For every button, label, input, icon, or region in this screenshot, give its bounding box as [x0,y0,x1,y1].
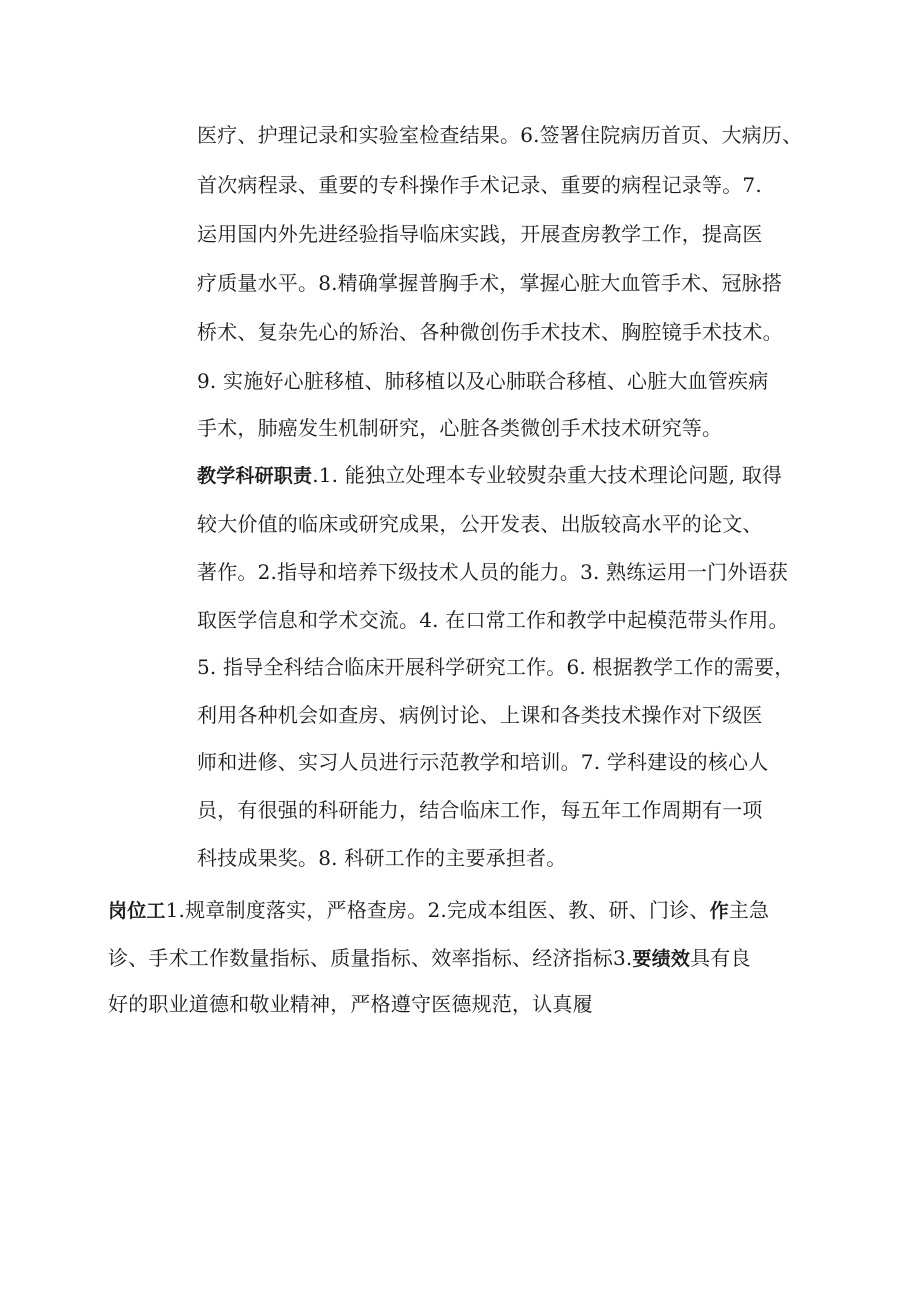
text-line: 医疗、护理记录和实验室检查结果。6.签署住院病历首页、大病历、 [197,123,803,147]
text-run: .1. 能独立处理本专业较熨杂重大技术理论问题, 取得 [312,463,783,487]
text-line: 桥术、复杂先心的矫治、各种微创伤手术技术、胸腔镜手术技术。 [197,320,783,344]
section-heading-part: 作 [709,900,729,922]
text-line: 疗质量水平。8.精确掌握普胸手术，掌握心脏大血管手术、冠脉搭 [197,271,783,295]
text-line: 员，有很强的科研能力，结合临床工作，每五年工作周期有一项 [197,798,763,822]
text-line: 5. 指导全科结合临床开展科学研究工作。6. 根据教学工作的需要， [197,655,795,679]
text-line [108,943,751,973]
text-run: 1.规章制度落实，严格查房。2.完成本组医、教、研、门诊、 [165,898,710,922]
text-line: 利用各种机会如查房、病例讨论、上课和各类技术操作对下级医 [197,703,763,727]
text-line [108,895,769,925]
text-line: 9. 实施好心脏移植、肺移植以及心肺联合移植、心脏大血管疾病 [197,369,769,393]
text-line: 好的职业道德和敬业精神，严格遵守医德规范，认真履 [108,992,593,1016]
text-line: 著作。2.指导和培养下级技术人员的能力。3. 熟练运用一门外语获 [197,560,788,584]
text-line: 科技成果奖。8. 科研工作的主要承担者。 [197,846,567,870]
text-line: 较大价值的临床或研究成果，公开发表、出版较高水平的论文、 [197,512,763,536]
text-run: 诊、手术工作数量指标、质量指标、效率指标、经济指标3. [108,946,633,970]
text-line [197,460,782,490]
text-line: 运用国内外先进经验指导临床实践，开展查房教学工作，提高医 [197,222,763,246]
text-line: 首次病程录、重要的专科操作手术记录、重要的病程记录等。7. [197,173,762,197]
section-heading-part: 岗位工 [108,900,166,922]
text-run: 主急 [728,898,770,922]
section-heading-part: 要绩效 [632,948,691,970]
section-heading: 教学科研职责 [197,465,313,487]
text-line: 手术，肺癌发生机制研究，心脏各类微创手术技术研究等。 [197,416,723,440]
text-run: 具有良 [690,946,751,970]
text-line: 取医学信息和学术交流。4. 在口常工作和教学中起模范带头作用。 [197,608,789,632]
text-line: 师和进修、实习人员进行示范教学和培训。7. 学科建设的核心人 [197,750,769,774]
